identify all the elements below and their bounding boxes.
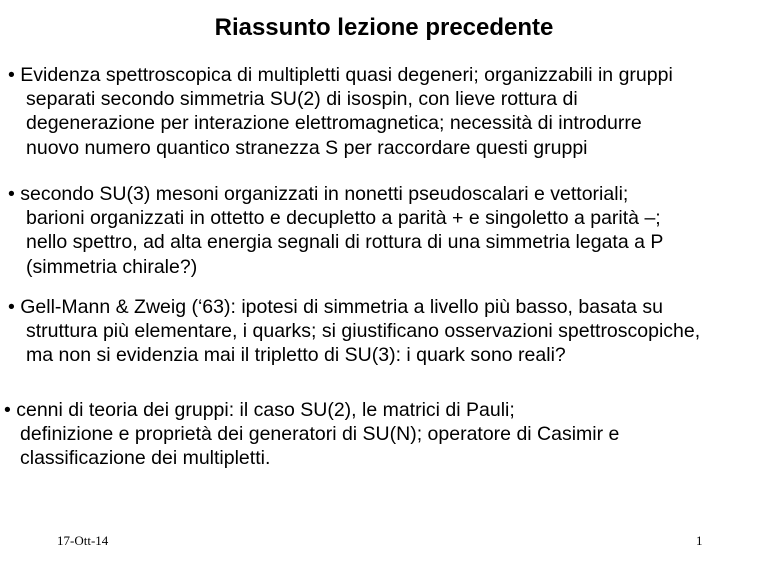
bullet-line: nello spettro, ad alta energia segnali di rottura di una simmetria legata a P [26,231,664,254]
page-number: 1 [696,533,703,548]
bullet-line: (simmetria chirale?) [26,255,198,278]
bullet-isospin-multiplets [8,63,673,160]
bullet-line: struttura più elementare, i quarks; si giustificano osservazioni spettroscopiche, [26,320,701,343]
bullet-su3-multiplets [8,182,663,279]
bullet-line: • cenni di teoria dei gruppi: il caso SU(2), le matrici di Pauli; [4,399,515,421]
bullet-line: separati secondo simmetria SU(2) di isospin, con lieve rottura di [26,88,578,111]
bullet-line: nuovo numero quantico stranezza S per raccordare questi gruppi [26,136,588,159]
bullet-line: • Evidenza spettroscopica di multipletti quasi degeneri; organizzabili in gruppi [8,64,673,86]
bullet-line: degenerazione per interazione elettromagnetica; necessità di introdurre [26,112,642,135]
bullet-line: • Gell-Mann & Zweig (‘63): ipotesi di simmetria a livello più basso, basata su [8,296,663,318]
footer-date: 17-Ott-14 [57,533,109,548]
bullet-quark-hypothesis [8,295,700,368]
bullet-line: barioni organizzati in ottetto e decupletto a parità + e singoletto a parità –; [26,207,661,230]
bullet-group-theory [4,398,619,471]
bullet-line: definizione e proprietà dei generatori di SU(N); operatore di Casimir e [20,423,620,446]
bullet-line: classificazione dei multipletti. [20,447,271,470]
slide-title: Riassunto lezione precedente [214,14,554,41]
bullet-line: ma non si evidenzia mai il tripletto di SU(3): i quark sono reali? [26,344,566,367]
bullet-line: • secondo SU(3) mesoni organizzati in nonetti pseudoscalari e vettoriali; [8,183,629,205]
